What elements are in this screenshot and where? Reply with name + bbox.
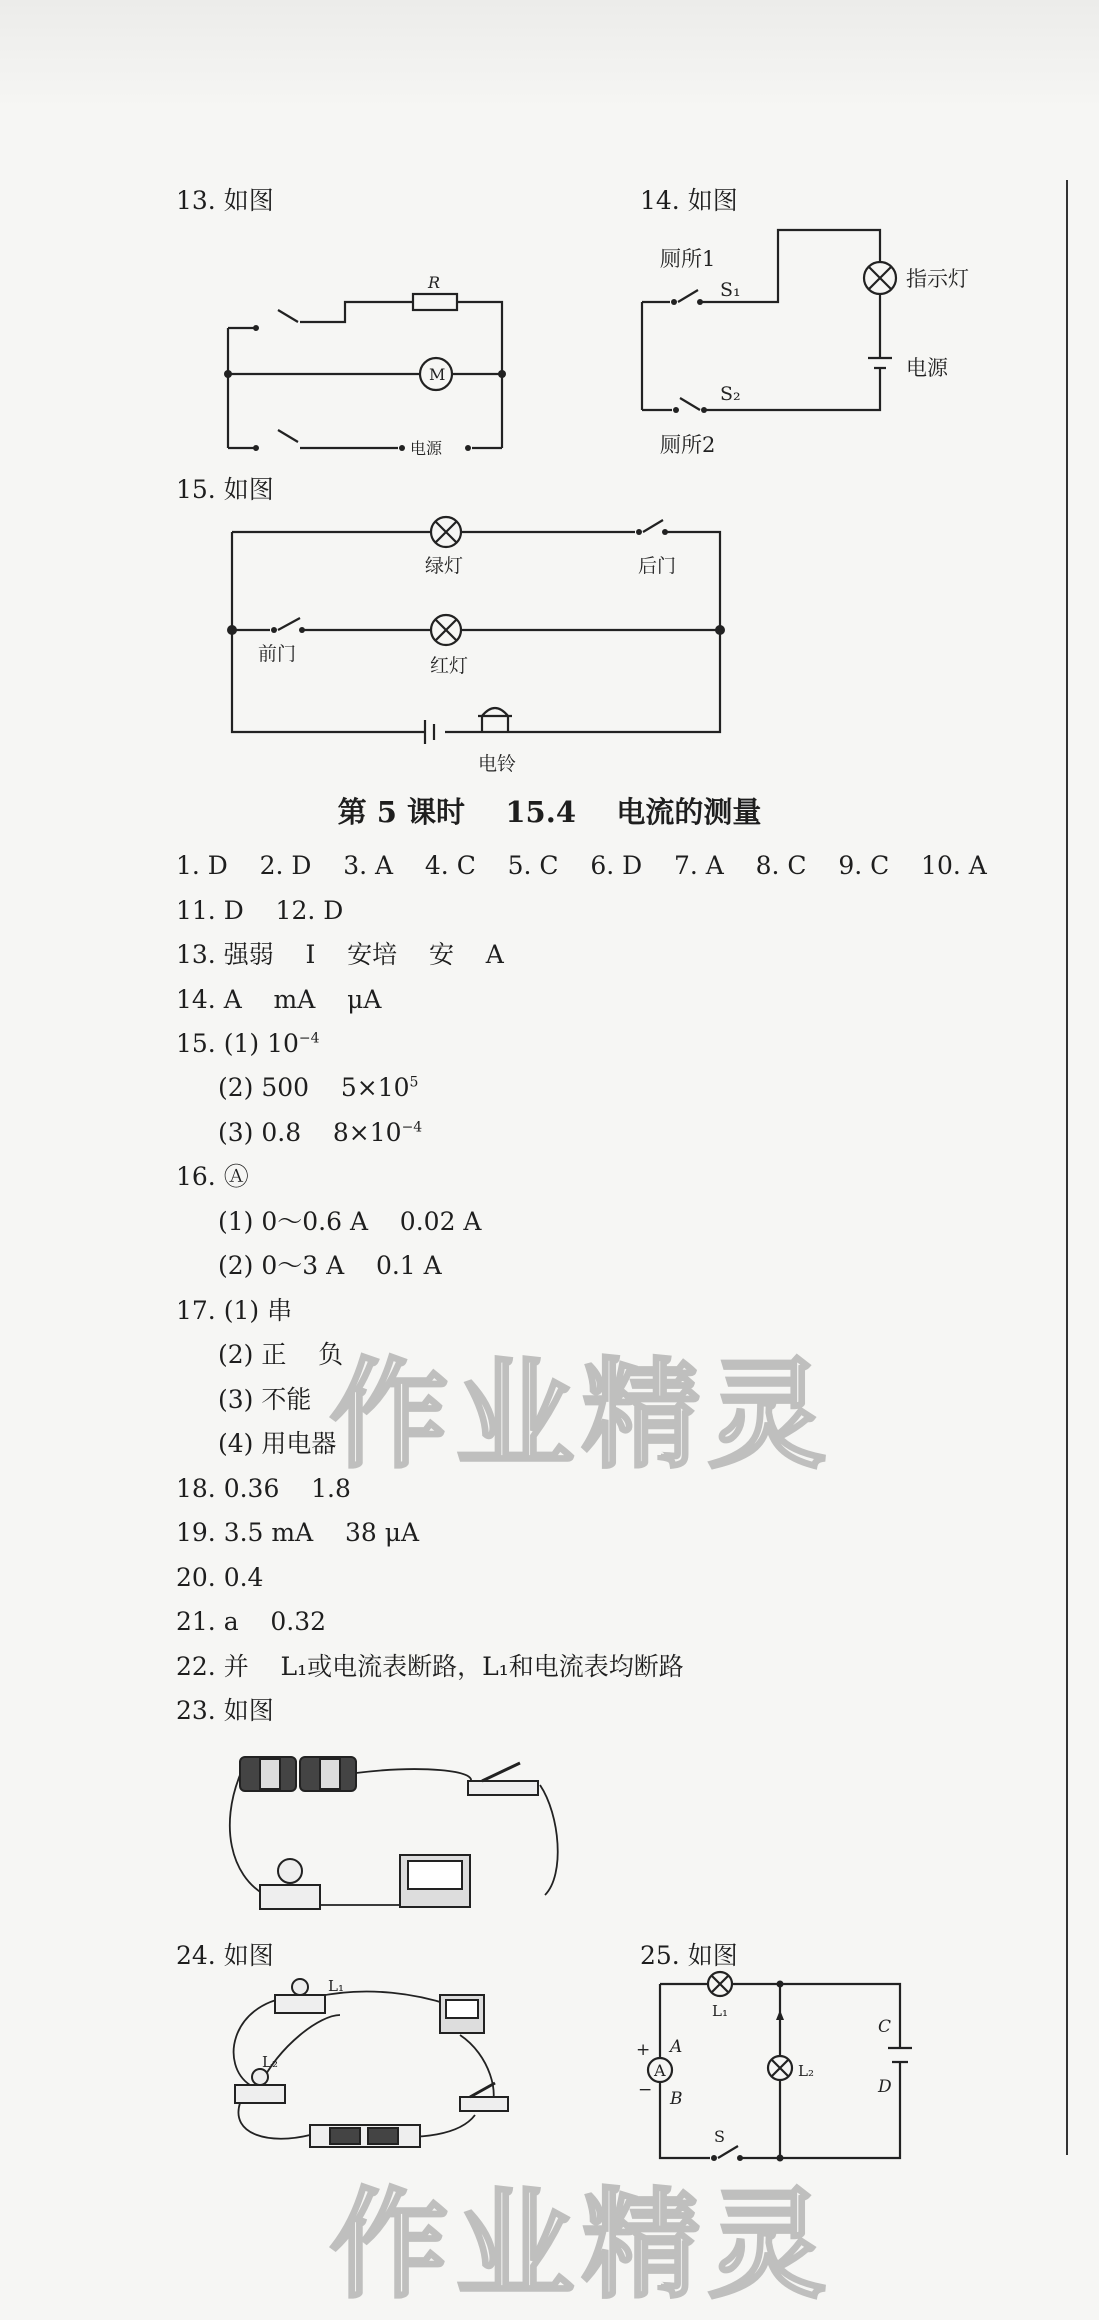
answer-15-1-exponent: −4 — [298, 1030, 320, 1047]
red-lamp-label: 红灯 — [430, 655, 469, 677]
answer-17-3: (3) 不能 — [218, 1385, 312, 1414]
battery-device — [310, 2125, 420, 2147]
answer-15-2 — [218, 1075, 418, 1100]
answer-17-2: (2) 正 负 — [218, 1340, 344, 1369]
answers-mc-1: 1. D 2. D 3. A 4. C 5. C 6. D 7. A 8. C 9. C 10. A — [176, 851, 987, 880]
bulb-l2 — [235, 2069, 285, 2103]
resistor-symbol — [413, 294, 457, 310]
power-label: 电源 — [906, 356, 948, 380]
bulb-l1 — [275, 1979, 325, 2013]
answer-15-3 — [218, 1120, 422, 1145]
motor-label: M — [429, 365, 446, 384]
answer-24: 24. 如图 — [176, 1941, 274, 1970]
ammeter-device — [400, 1855, 470, 1907]
switch-device — [460, 2083, 508, 2111]
q23-physical-circuit — [220, 1745, 570, 1925]
answer-16-1: (1) 0～0.6 A 0.02 A — [218, 1207, 482, 1236]
answer-17-4: (4) 用电器 — [218, 1429, 337, 1458]
answers-mc-2: 11. D 12. D — [176, 896, 344, 925]
back-door-label: 后门 — [638, 555, 677, 577]
minus-sign: − — [638, 2080, 653, 2100]
l2-label: L₂ — [798, 2062, 814, 2080]
q15-circuit-diagram — [220, 510, 740, 780]
answer-15-3-base: (3) 0.8 8×10 — [218, 1118, 402, 1147]
watermark-bottom: 作业精灵 — [330, 2176, 835, 2314]
resistor-label: R — [428, 273, 441, 292]
switch-s-label: S — [714, 2127, 725, 2146]
indicator-label: 指示灯 — [906, 267, 969, 291]
answer-22: 22. 并 L₁或电流表断路，L₁和电流表均断路 — [176, 1652, 684, 1681]
bulb-on-base — [260, 1859, 320, 1909]
q15-label: 15. 如图 — [176, 475, 274, 504]
terminal-d-label: D — [878, 2077, 892, 2097]
q24-physical-circuit — [220, 1975, 540, 2155]
s1-label: S₁ — [720, 279, 741, 301]
q13-label: 13. 如图 — [176, 186, 274, 215]
l1-label: L₁ — [712, 2002, 728, 2020]
answer-25: 25. 如图 — [640, 1941, 738, 1970]
battery-pack — [240, 1757, 356, 1791]
answer-16: 16. Ⓐ — [176, 1162, 249, 1191]
bell-label: 电铃 — [478, 753, 517, 775]
answer-21: 21. a 0.32 — [176, 1607, 327, 1636]
answer-15-2-exponent: 5 — [409, 1074, 419, 1091]
answer-20: 20. 0.4 — [176, 1563, 264, 1592]
power-label: 电源 — [410, 439, 443, 455]
answer-16-2: (2) 0～3 A 0.1 A — [218, 1251, 442, 1280]
answer-18: 18. 0.36 1.8 — [176, 1474, 351, 1503]
answer-13: 13. 强弱 I 安培 安 A — [176, 940, 504, 969]
l2-label: L₂ — [262, 2053, 278, 2071]
right-margin-rule — [1066, 180, 1068, 2155]
answer-14: 14. A mA μA — [176, 985, 382, 1014]
answer-17-1: 17. (1) 串 — [176, 1296, 293, 1325]
answer-19: 19. 3.5 mA 38 μA — [176, 1518, 420, 1547]
front-door-label: 前门 — [258, 643, 297, 665]
answer-23: 23. 如图 — [176, 1696, 274, 1725]
bell-symbol — [478, 708, 512, 732]
q13-circuit-diagram — [220, 270, 520, 455]
toilet1-label: 厕所1 — [660, 247, 716, 271]
ammeter-letter: A — [654, 2061, 666, 2080]
terminal-c-label: C — [878, 2017, 892, 2037]
answer-15-3-exponent: −4 — [401, 1119, 423, 1136]
top-shade — [0, 0, 1099, 110]
toilet2-label: 厕所2 — [660, 433, 716, 457]
terminal-a-label: A — [670, 2037, 683, 2057]
s2-label: S₂ — [720, 383, 741, 405]
watermark-middle: 作业精灵 — [330, 1346, 835, 1484]
terminal-b-label: B — [670, 2089, 683, 2109]
plus-sign: + — [636, 2040, 651, 2060]
q14-circuit-diagram — [630, 220, 1010, 465]
answer-15-1-base: 15. (1) 10 — [176, 1029, 299, 1058]
q25-circuit-diagram — [630, 1970, 930, 2170]
answer-15-1 — [176, 1031, 320, 1056]
knife-switch — [468, 1763, 538, 1795]
green-lamp-label: 绿灯 — [425, 555, 464, 577]
answer-15-2-base: (2) 500 5×10 — [218, 1073, 410, 1102]
l1-label: L₁ — [328, 1977, 344, 1995]
section-title: 第 5 课时 15.4 电流的测量 — [337, 795, 762, 829]
q14-label: 14. 如图 — [640, 186, 738, 215]
ammeter-device — [440, 1995, 484, 2033]
